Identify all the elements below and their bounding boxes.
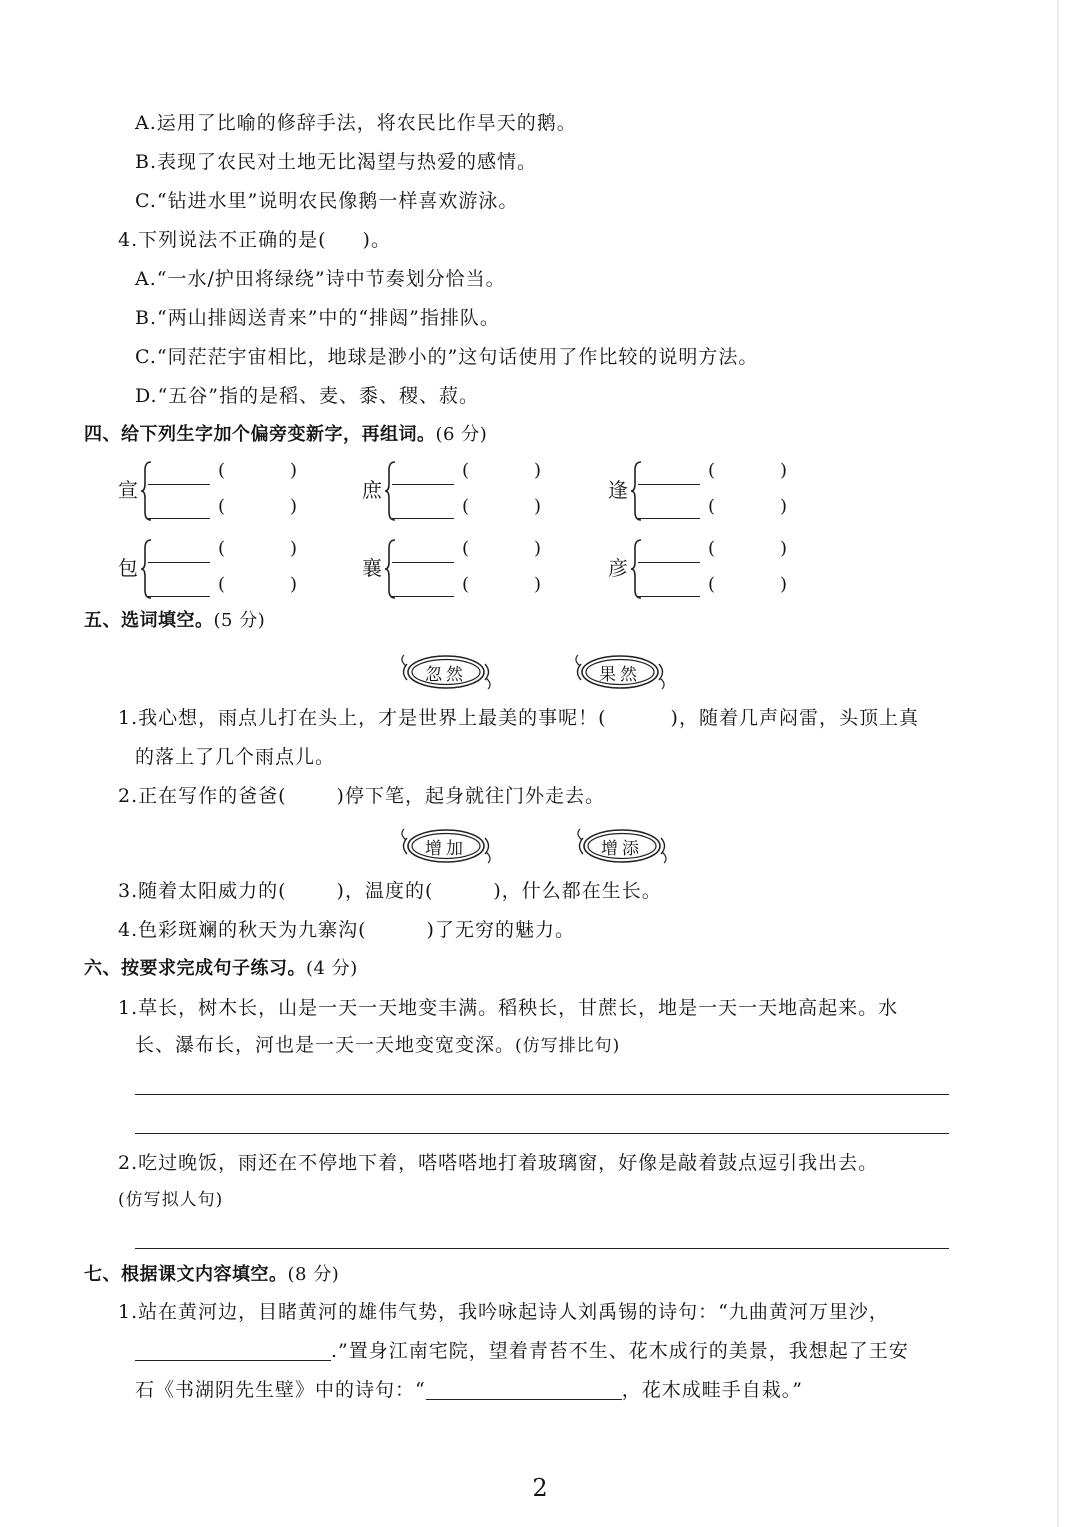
s7-line2	[135, 1338, 909, 1364]
new-char-blank-2[interactable]	[638, 518, 700, 519]
section6-title: 六、按要求完成句子练习。	[84, 958, 306, 979]
word-option: 增加	[425, 839, 467, 859]
paren-open: (	[462, 460, 470, 481]
paren-open: (	[218, 460, 226, 481]
section5-points: (5 分)	[213, 610, 266, 631]
word-option: 忽然	[425, 665, 467, 685]
s5-q2	[118, 783, 605, 809]
new-char-blank-1[interactable]	[148, 484, 210, 485]
s6-q1-text: 长、瀑布长，河也是一天一天地变宽变深。	[135, 1034, 516, 1056]
paren-close: )	[290, 460, 298, 481]
paren-close: )	[290, 496, 298, 517]
char-group-1	[118, 456, 318, 520]
paren-close: )	[780, 538, 788, 559]
section4-title: 四、给下列生字加个偏旁变新字，再组词。	[84, 424, 436, 445]
new-char-blank-2[interactable]	[148, 596, 210, 597]
paren-open: (	[462, 538, 470, 559]
paren-open: (	[708, 460, 716, 481]
paren-close: )	[290, 538, 298, 559]
paren-open: (	[708, 538, 716, 559]
word-badge-3	[398, 824, 494, 868]
section4-points: (6 分)	[435, 424, 488, 445]
paren-close: )	[780, 574, 788, 595]
word-badge-2	[572, 650, 668, 694]
s5-q1-text-b: )，随着几声闷雷，头顶上真	[670, 707, 919, 729]
s7-line3-text-a: 石《书湖阴先生壁》中的诗句：“	[135, 1379, 426, 1401]
section7-heading	[84, 1262, 339, 1288]
poem-blank-1[interactable]	[135, 1340, 331, 1361]
paren-open: (	[462, 496, 470, 517]
base-char: 彦	[608, 556, 628, 580]
page-edge	[1057, 0, 1059, 1527]
s5-q3-text-c: )，什么都在生长。	[493, 880, 662, 902]
q4-option-b: B.“两山排闼送青来”中的“排闼”指排队。	[135, 307, 500, 329]
word-badge-1	[398, 650, 494, 694]
s5-q1-text-a: 1.我心想，雨点儿打在头上，才是世界上最美的事呢！(	[118, 707, 607, 729]
s5-q4-text-b: )了无穷的魅力。	[426, 919, 575, 941]
brace-icon	[630, 538, 642, 600]
word-option: 增添	[601, 839, 643, 859]
q3-option-a: A.运用了比喻的修辞手法，将农民比作旱天的鹅。	[135, 112, 577, 134]
char-group-5	[362, 534, 562, 598]
paren-open: (	[462, 574, 470, 595]
new-char-blank-1[interactable]	[392, 562, 454, 563]
base-char: 逢	[608, 478, 628, 502]
paren-close: )	[534, 538, 542, 559]
paren-close: )	[534, 574, 542, 595]
char-group-2	[362, 456, 562, 520]
section7-title: 七、根据课文内容填空。	[84, 1264, 288, 1285]
q4-option-a: A.“一水/护田将绿绕”诗中节奏划分恰当。	[135, 268, 506, 290]
new-char-blank-1[interactable]	[392, 484, 454, 485]
q4-stem	[118, 227, 391, 253]
section6-heading	[84, 956, 358, 982]
s6-q2-line1: 2.吃过晚饭，雨还在不停地下着，嗒嗒嗒地打着玻璃窗，好像是敲着鼓点逗引我出去。	[118, 1152, 879, 1174]
new-char-blank-2[interactable]	[392, 518, 454, 519]
s6-q1-line2	[135, 1032, 620, 1059]
s5-q2-text-a: 2.正在写作的爸爸(	[118, 785, 287, 807]
paren-open: (	[708, 574, 716, 595]
answer-line[interactable]	[135, 1094, 949, 1095]
paren-open: (	[708, 496, 716, 517]
new-char-blank-2[interactable]	[148, 518, 210, 519]
brace-icon	[140, 538, 152, 600]
section5-heading	[84, 608, 265, 634]
paren-open: (	[218, 538, 226, 559]
s7-line3-text-b: ，花木成畦手自栽。”	[621, 1379, 803, 1401]
s5-q1-line1	[118, 705, 919, 731]
q4-stem-end: )。	[362, 229, 391, 251]
s5-q3-text-b: )，温度的(	[336, 880, 434, 902]
s5-q4	[118, 917, 575, 943]
base-char: 庶	[362, 478, 382, 502]
s6-q2-hint: (仿写拟人句)	[118, 1190, 224, 1210]
q4-stem-text: 4.下列说法不正确的是(	[118, 229, 327, 251]
s5-q3	[118, 878, 662, 904]
base-char: 包	[118, 556, 138, 580]
s5-q2-text-b: )停下笔，起身就往门外走去。	[336, 785, 605, 807]
brace-icon	[384, 538, 396, 600]
new-char-blank-1[interactable]	[638, 484, 700, 485]
new-char-blank-1[interactable]	[148, 562, 210, 563]
s7-line2-text: .”置身江南宅院，望着青苔不生、花木成行的美景，我想起了王安	[331, 1340, 909, 1362]
base-char: 襄	[362, 556, 382, 580]
s5-q1-line2: 的落上了几个雨点儿。	[135, 746, 336, 768]
char-group-3	[608, 456, 808, 520]
paren-open: (	[218, 574, 226, 595]
word-badge-4	[574, 824, 670, 868]
s6-q1-hint: (仿写排比句)	[515, 1036, 621, 1056]
brace-icon	[630, 460, 642, 522]
s5-q3-text-a: 3.随着太阳威力的(	[118, 880, 287, 902]
new-char-blank-1[interactable]	[638, 562, 700, 563]
q4-option-c: C.“同茫茫宇宙相比，地球是渺小的”这句话使用了作比较的说明方法。	[135, 346, 759, 368]
section7-points: (8 分)	[287, 1264, 340, 1285]
paren-close: )	[290, 574, 298, 595]
char-group-6	[608, 534, 808, 598]
q3-option-b: B.表现了农民对土地无比渴望与热爱的感情。	[135, 151, 538, 173]
s7-line1: 1.站在黄河边，目睹黄河的雄伟气势，我吟咏起诗人刘禹锡的诗句：“九曲黄河万里沙，	[118, 1301, 889, 1323]
section5-title: 五、选词填空。	[84, 610, 214, 631]
s5-q4-text-a: 4.色彩斑斓的秋天为九寨沟(	[118, 919, 367, 941]
answer-line[interactable]	[135, 1133, 949, 1134]
paren-open: (	[218, 496, 226, 517]
answer-line[interactable]	[135, 1248, 949, 1249]
s7-line3	[135, 1377, 803, 1403]
poem-blank-2[interactable]	[426, 1379, 622, 1400]
base-char: 宣	[118, 478, 138, 502]
word-option: 果然	[599, 665, 641, 685]
new-char-blank-2[interactable]	[638, 596, 700, 597]
section6-points: (4 分)	[306, 958, 358, 979]
brace-icon	[384, 460, 396, 522]
paren-close: )	[534, 496, 542, 517]
paren-close: )	[534, 460, 542, 481]
new-char-blank-2[interactable]	[392, 596, 454, 597]
section4-heading	[84, 422, 487, 448]
char-group-4	[118, 534, 318, 598]
page-number: 2	[532, 1474, 548, 1502]
brace-icon	[140, 460, 152, 522]
paren-close: )	[780, 460, 788, 481]
q3-option-c: C.“钻进水里”说明农民像鹅一样喜欢游泳。	[135, 190, 519, 212]
paren-close: )	[780, 496, 788, 517]
q4-option-d: D.“五谷”指的是稻、麦、黍、稷、菽。	[135, 385, 480, 407]
s6-q1-line1: 1.草长，树木长，山是一天一天地变丰满。稻秧长，甘蔗长，地是一天一天地高起来。水	[118, 997, 899, 1019]
